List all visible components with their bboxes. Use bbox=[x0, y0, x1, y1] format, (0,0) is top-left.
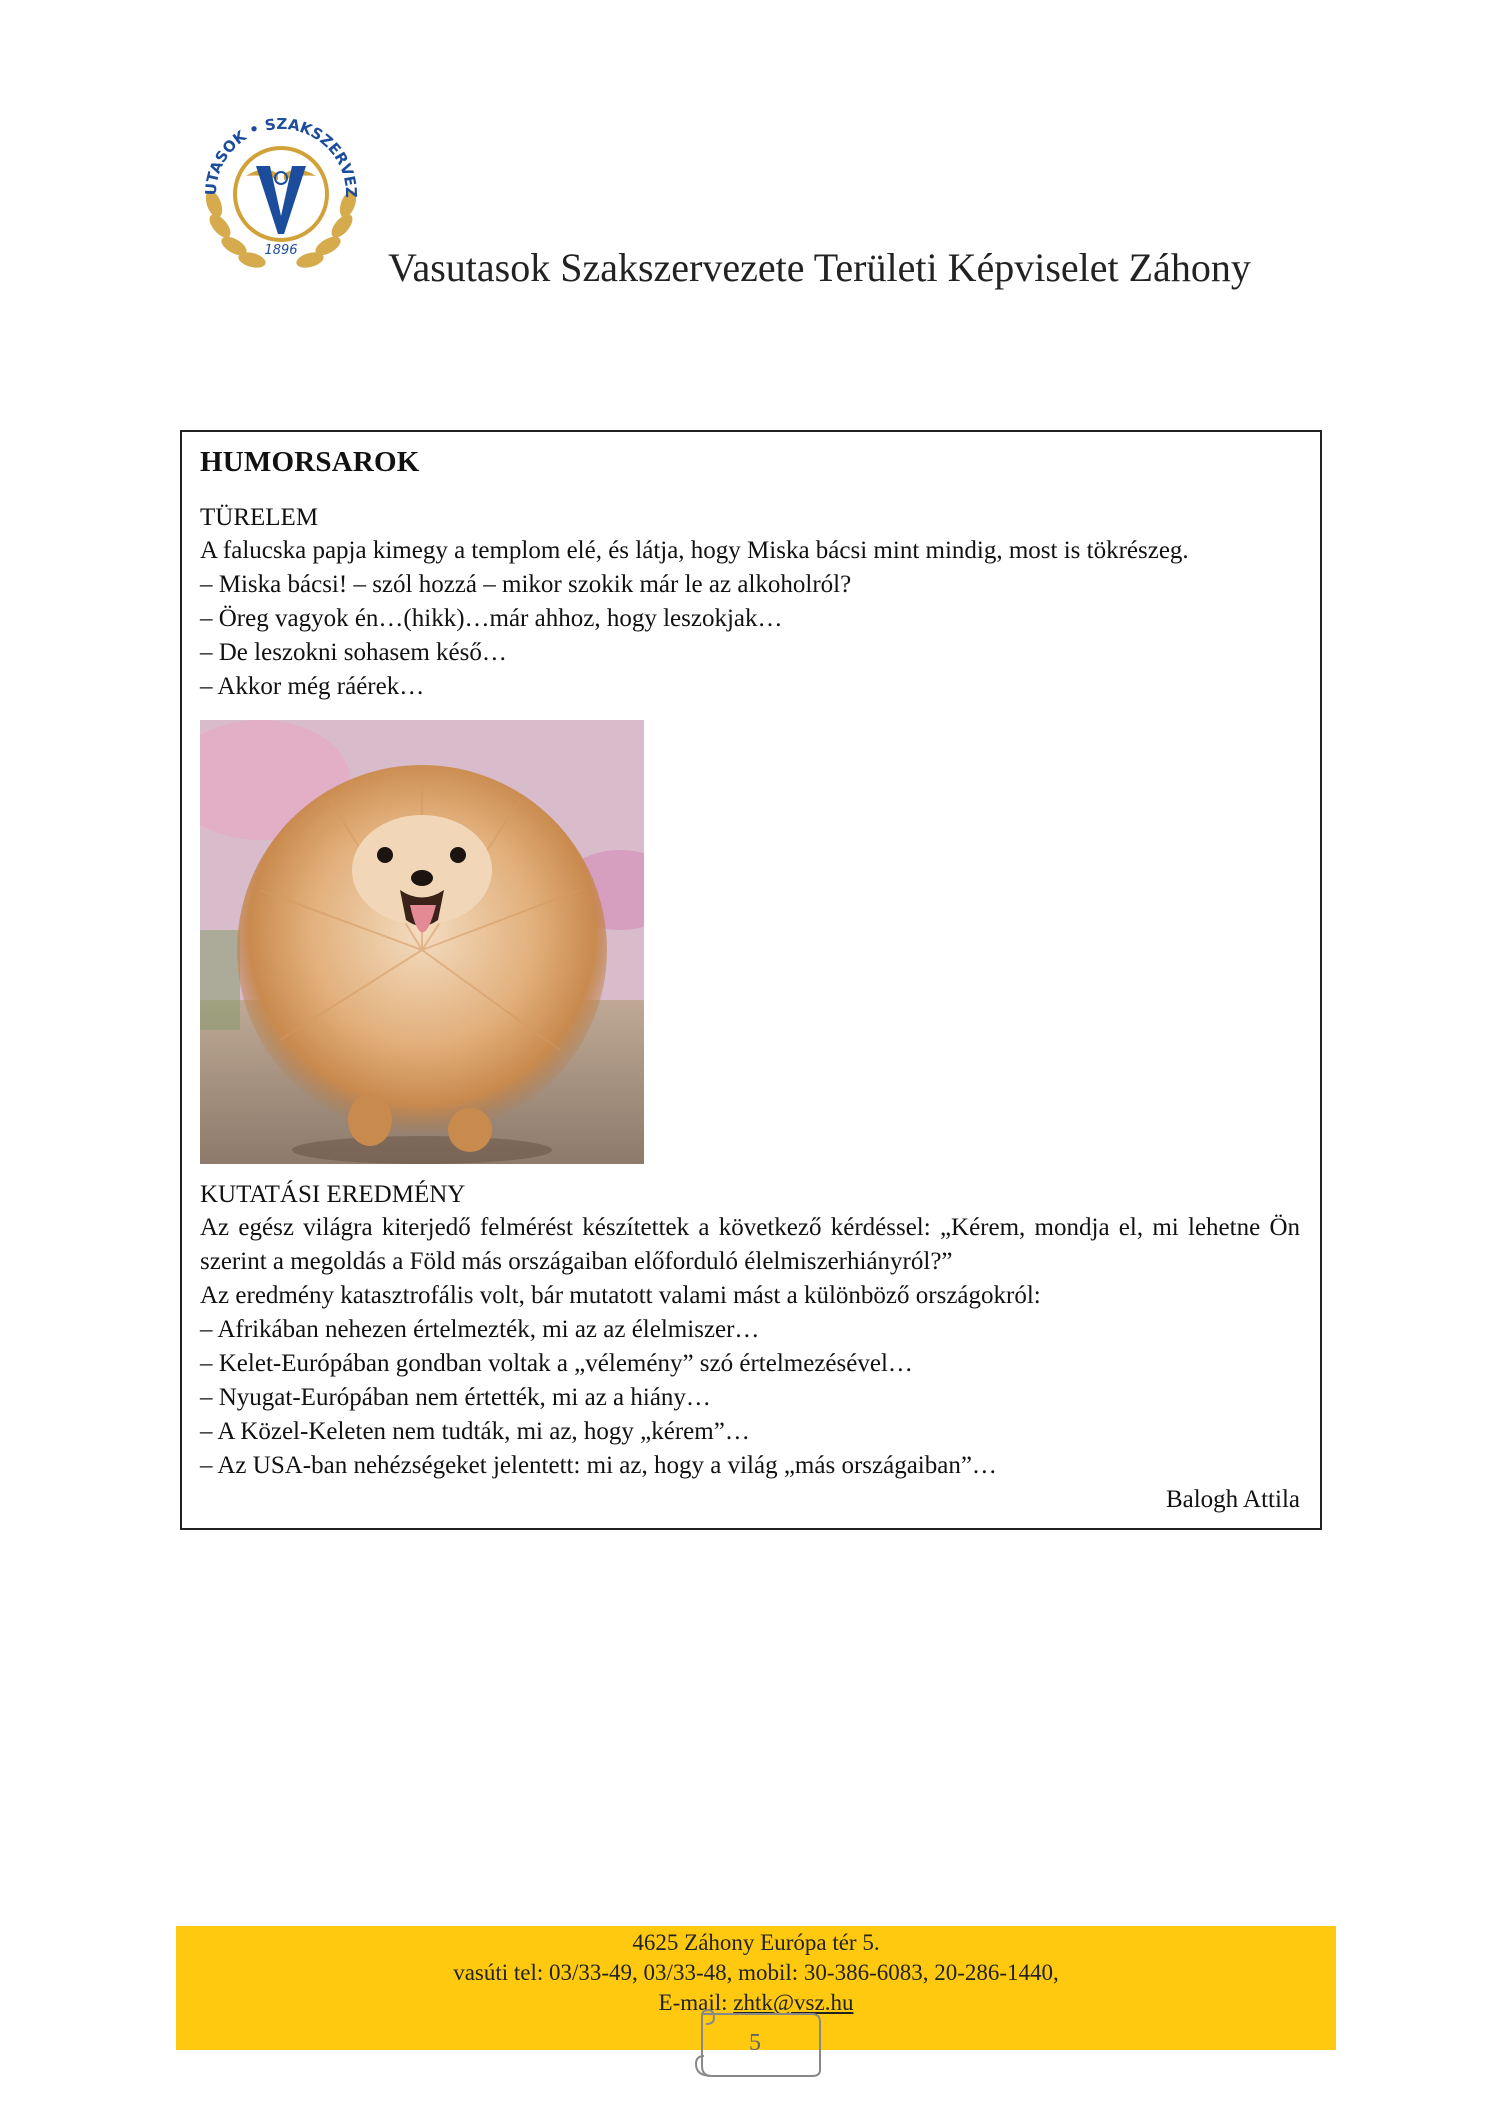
page-number: 5 bbox=[749, 2030, 761, 2056]
section1-line: – Akkor még ráérek… bbox=[200, 673, 425, 700]
humor-box bbox=[180, 430, 1322, 1530]
page-number-scroll bbox=[688, 2006, 822, 2080]
footer-address: 4625 Záhony Európa tér 5. bbox=[632, 1930, 880, 1955]
section2-line: – Nyugat-Európában nem értették, mi az a hiány… bbox=[200, 1384, 711, 1411]
section1-title: TÜRELEM bbox=[200, 504, 319, 531]
signature: Balogh Attila bbox=[1165, 1486, 1300, 1513]
header-title: Vasutasok Szakszervezete Területi Képviselet Záhony bbox=[388, 245, 1251, 290]
section2-line: – Afrikában nehezen értelmezték, mi az az élelmiszer… bbox=[200, 1316, 760, 1343]
section2-line: – Kelet-Európában gondban voltak a „vélemény” szó értelmezésével… bbox=[200, 1350, 913, 1377]
section2-line: – Az USA-ban nehézségeket jelentett: mi az, hogy a világ „más országaiban”… bbox=[200, 1452, 997, 1479]
box-heading: HUMORSAROK bbox=[200, 446, 420, 478]
email-link[interactable]: zhtk@vsz.hu bbox=[733, 1990, 854, 2015]
humor-box-content bbox=[200, 446, 1300, 1517]
logo-arc-text: UTASOK • SZAKSZERVEZ bbox=[201, 114, 361, 199]
section2-line: – A Közel-Keleten nem tudták, mi az, hogy „kérem”… bbox=[200, 1418, 750, 1445]
section1-intro: A falucska papja kimegy a templom elé, és látja, hogy Miska bácsi mint mindig, most is tökrészeg. bbox=[200, 537, 1189, 564]
union-logo bbox=[186, 94, 376, 284]
logo-year: 1896 bbox=[264, 243, 298, 258]
footer-phones: vasúti tel: 03/33-49, 03/33-48, mobil: 30-386-6083, 20-286-1440, bbox=[453, 1960, 1059, 1985]
pomeranian-dog-photo bbox=[200, 720, 644, 1164]
section2-title: KUTATÁSI EREDMÉNY bbox=[200, 1181, 466, 1208]
section1-line: – Öreg vagyok én…(hikk)…már ahhoz, hogy leszokjak… bbox=[200, 605, 783, 632]
section2-result: Az eredmény katasztrofális volt, bár mutatott valami mást a különböző országokról: bbox=[200, 1282, 1041, 1309]
footer-email-label: E-mail: bbox=[658, 1990, 734, 2015]
section1-line: – De leszokni sohasem késő… bbox=[200, 639, 507, 666]
section1-line: – Miska bácsi! – szól hozzá – mikor szokik már le az alkoholról? bbox=[200, 571, 852, 598]
section2-intro: Az egész világra kiterjedő felmérést készítettek a következő kérdéssel: „Kérem, mondja el, mi lehetne Ön szerint a megoldás a Föld más országaiban előforduló élelmiszerhiányról?” bbox=[200, 1214, 1300, 1275]
